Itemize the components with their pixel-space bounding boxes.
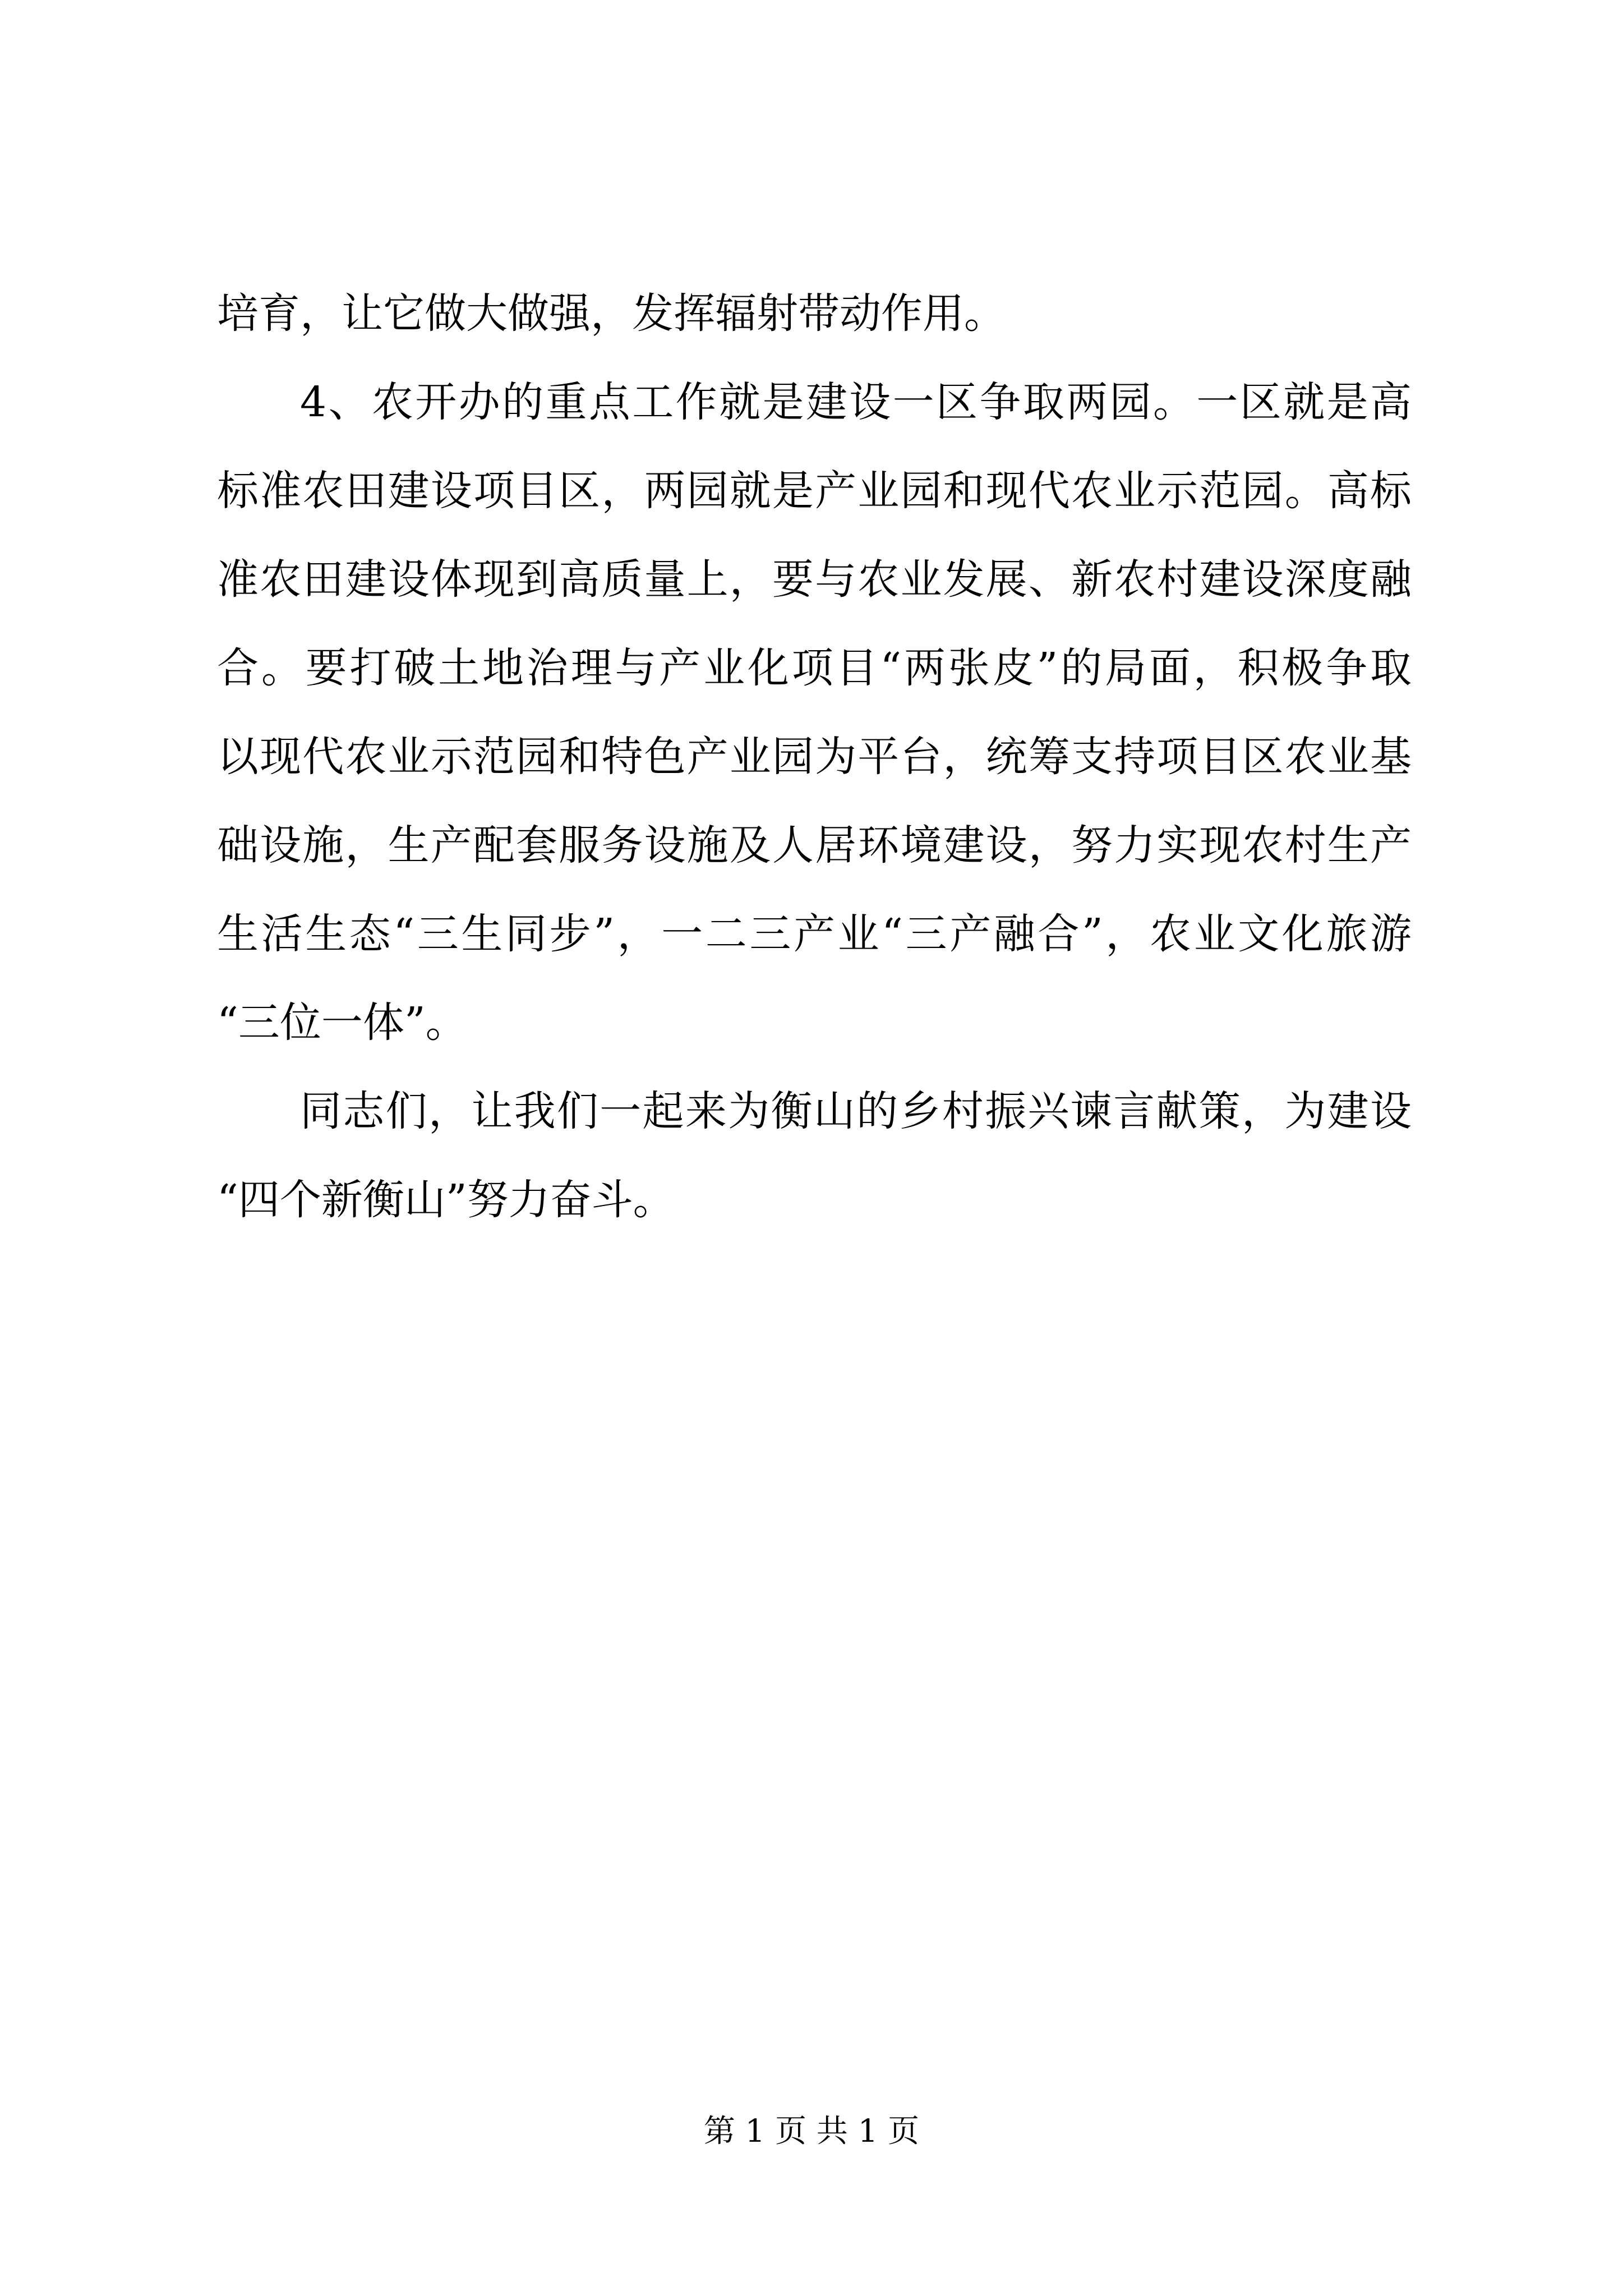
paragraph-line: 准农田建设体现到高质量上，要与农业发展、新农村建设深度融: [217, 555, 1412, 604]
paragraph-line: 合。要打破土地治理与产业化项目“两张皮”的局面，积极争取: [217, 644, 1412, 692]
paragraph-line: 以现代农业示范园和特色产业园为平台，统筹支持项目区农业基: [217, 733, 1412, 781]
paragraph-line: 生活生态“三生同步”，一二三产业“三产融合”，农业文化旅游: [217, 910, 1412, 958]
paragraph-line: 培育，让它做大做强，发挥辐射带动作用。: [217, 289, 1006, 338]
paragraph-line: 础设施，生产配套服务设施及人居环境建设，努力实现农村生产: [217, 821, 1412, 869]
paragraph-line: “四个新衡山”努力奋斗。: [217, 1176, 675, 1224]
page-number-footer: 第 1 页 共 1 页: [703, 2113, 920, 2150]
paragraph-line: 标准农田建设项目区，两园就是产业园和现代农业示范园。高标: [217, 467, 1412, 515]
paragraph-line: “三位一体”。: [217, 999, 467, 1047]
paragraph-line: 4、农开办的重点工作就是建设一区争取两园。一区就是高: [300, 378, 1412, 426]
paragraph-line: 同志们，让我们一起来为衡山的乡村振兴谏言献策，为建设: [300, 1087, 1412, 1135]
body-text: [217, 269, 1412, 1244]
